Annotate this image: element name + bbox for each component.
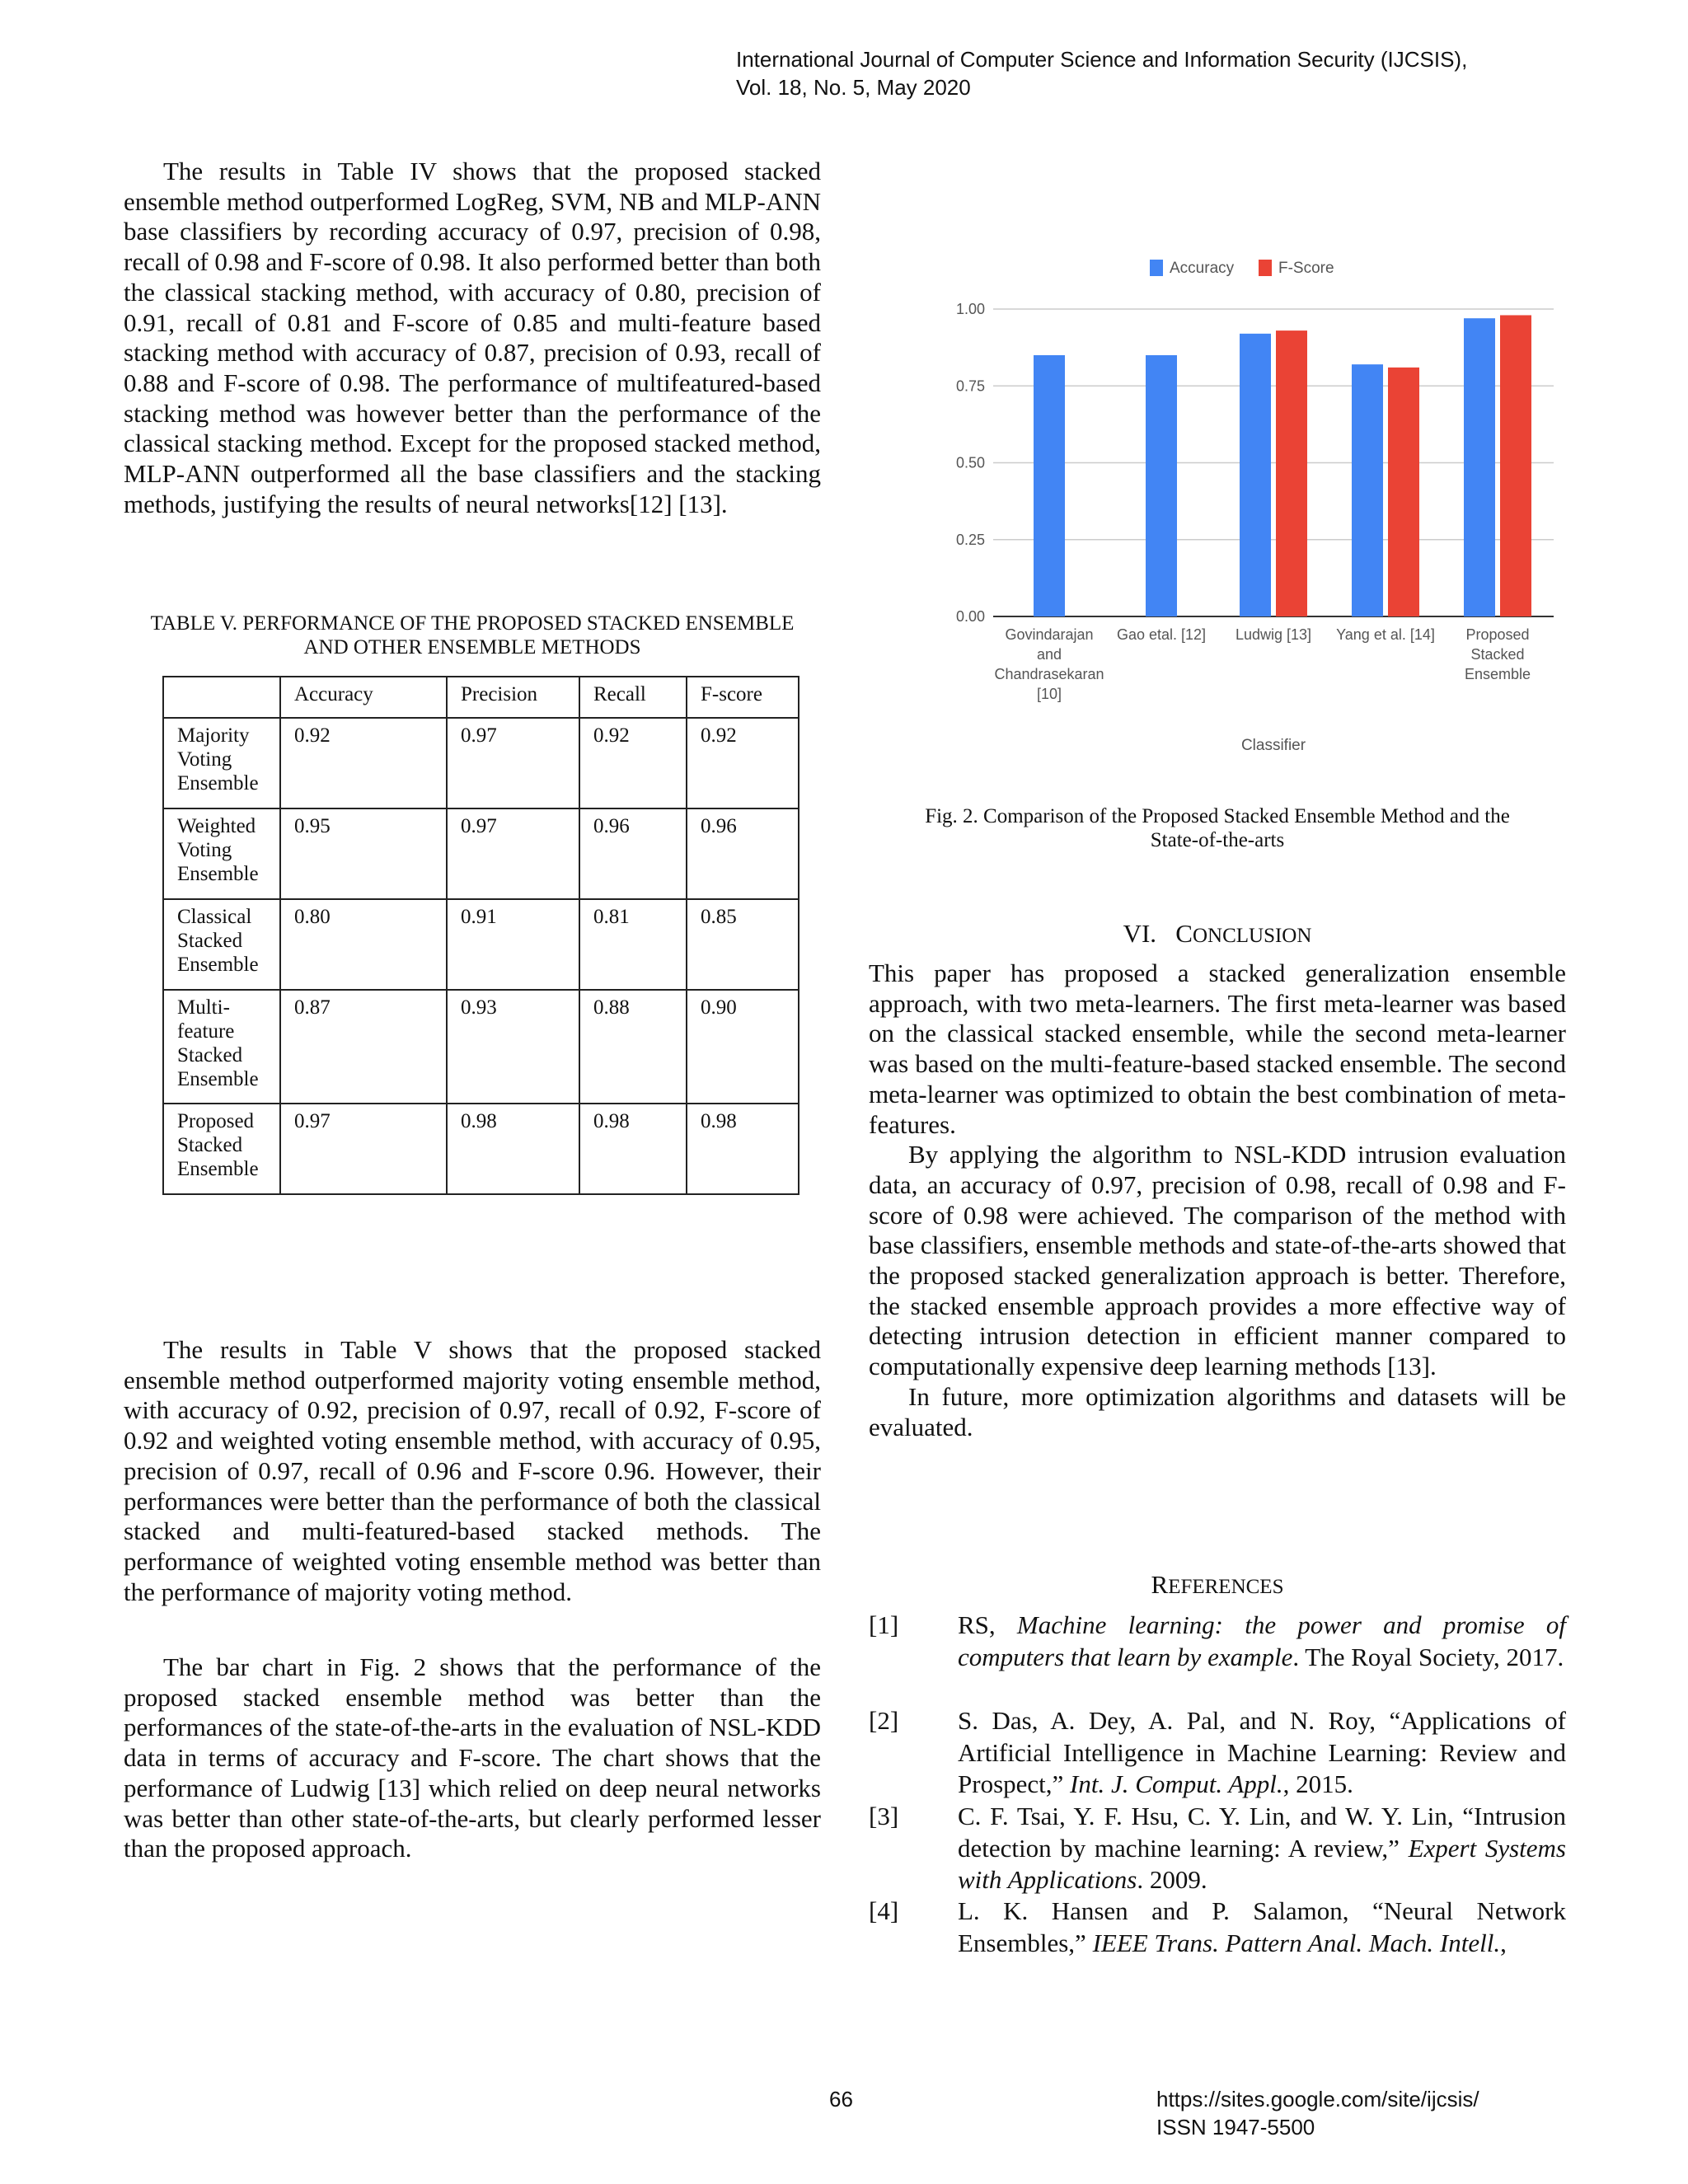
table-cell: 0.97 bbox=[447, 808, 579, 899]
left-paragraph-2: The results in Table V shows that the proposed stacked ensemble method outperformed majority voting ensemble method, with accuracy of 0.92, precision of 0.97, recall of 0.92, F-score of 0.92 and weighted voting ensemble method, with accuracy of 0.95, precision of 0.97, recall of 0.96 and F-score 0.96. However, their performances were better than the performance of both the classical stacked and multi-featured-based stacked methods. The performance of weighted voting ensemble method was better than the performance of majority voting method. bbox=[124, 1335, 821, 1606]
footer-issn: ISSN 1947-5500 bbox=[1156, 2115, 1315, 2139]
figure-caption-line-1: Fig. 2. Comparison of the Proposed Stacked Ensemble Method and the bbox=[925, 805, 1510, 827]
y-tick-label: 0.25 bbox=[955, 531, 985, 548]
reference-item: [1] RS, Machine learning: the power and promise of computers that learn by example. The Royal Society, 2017. bbox=[869, 1610, 1566, 1671]
y-tick-label: 0.00 bbox=[955, 608, 985, 625]
bar-f-score bbox=[1276, 330, 1307, 616]
row-label: Majority Voting Ensemble bbox=[163, 718, 280, 808]
table-cell: 0.85 bbox=[687, 899, 799, 990]
bar-f-score bbox=[1500, 315, 1531, 616]
journal-volume: Vol. 18, No. 5, May 2020 bbox=[736, 75, 971, 100]
table-row bbox=[163, 1104, 799, 1194]
table-cell: 0.98 bbox=[687, 1104, 799, 1194]
bar-chart bbox=[890, 247, 1566, 775]
table-row bbox=[163, 718, 799, 808]
footer-info bbox=[1156, 2085, 1479, 2141]
y-tick-label: 0.75 bbox=[955, 377, 985, 395]
table-cell: 0.81 bbox=[579, 899, 687, 990]
table-header-cell: Recall bbox=[579, 677, 687, 718]
reference-number: [3] bbox=[869, 1802, 899, 1830]
table-caption bbox=[124, 612, 821, 659]
reference-item: [2] S. Das, A. Dey, A. Pal, and N. Roy, “Applications of Artificial Intelligence in Machine Learning: Review and Prospect,” Int. J. Comput. Appl., 2015. bbox=[869, 1706, 1566, 1798]
x-tick-label: Stacked bbox=[1470, 646, 1525, 663]
x-tick-label: Ensemble bbox=[1464, 666, 1531, 682]
left-paragraph-1-block bbox=[124, 157, 821, 519]
reference-number: [2] bbox=[869, 1706, 899, 1735]
table-cell: 0.87 bbox=[280, 990, 447, 1104]
table-cell: 0.97 bbox=[280, 1104, 447, 1194]
journal-header bbox=[736, 45, 1467, 101]
left-paragraph-3-block bbox=[124, 1652, 821, 1864]
reference-item: [4] L. K. Hansen and P. Salamon, “Neural Network Ensembles,” IEEE Trans. Pattern Anal. Mach. Intell., bbox=[869, 1896, 1566, 1957]
bar-f-score bbox=[1388, 368, 1419, 616]
x-tick-label: Govindarajan bbox=[1005, 626, 1094, 643]
bar-accuracy bbox=[1240, 334, 1271, 616]
table-cell: 0.92 bbox=[280, 718, 447, 808]
conclusion-paragraph-2: By applying the algorithm to NSL-KDD intrusion evaluation data, an accuracy of 0.97, precision of 0.98, recall of 0.98 and F-score of 0.98 were achieved. The comparison of the method with base classifiers, ensemble methods and state-of-the-arts showed that the proposed stacked generalization approach is better. Therefore, the stacked ensemble approach provides a more effective way of detecting intrusion detection in efficient manner compared to computationally expensive deep learning methods [13]. bbox=[869, 1140, 1566, 1381]
table-cell: 0.96 bbox=[579, 808, 687, 899]
references-heading: REFERENCES bbox=[1151, 1570, 1284, 1599]
reference-number: [4] bbox=[869, 1896, 899, 1925]
conclusion-paragraph-1: This paper has proposed a stacked generalization ensemble approach, with two meta-learners. The first meta-learner was based on the classical stacked ensemble, while the second meta-learner was based on the multi-feature-based stacked ensemble. The second meta-learner was optimized to obtain the best combination of meta-features. bbox=[869, 958, 1566, 1139]
journal-title: International Journal of Computer Science and Information Security (IJCSIS), bbox=[736, 47, 1468, 72]
row-label: Weighted Voting Ensemble bbox=[163, 808, 280, 899]
table-cell: 0.92 bbox=[579, 718, 687, 808]
y-tick-label: 1.00 bbox=[955, 301, 985, 317]
table-header-cell: Accuracy bbox=[280, 677, 447, 718]
x-tick-label: Yang et al. [14] bbox=[1336, 626, 1435, 643]
bar-accuracy bbox=[1464, 318, 1495, 616]
x-axis-title: Classifier bbox=[1240, 737, 1306, 754]
left-paragraph-3: The bar chart in Fig. 2 shows that the performance of the proposed stacked ensemble method was better than the performances of the state-of-the-arts in the evaluation of NSL-KDD data in terms of accuracy and F-score. The chart shows that the performance of Ludwig [13] which relied on deep neural networks was better than other state-of-the-arts, but clearly performed lesser than the proposed approach. bbox=[124, 1652, 821, 1863]
table-cell: 0.93 bbox=[447, 990, 579, 1104]
row-label: Proposed Stacked Ensemble bbox=[163, 1104, 280, 1194]
reference-number: [1] bbox=[869, 1610, 899, 1639]
table-caption-line-1: TABLE V. PERFORMANCE OF THE PROPOSED STACKED ENSEMBLE bbox=[150, 612, 795, 635]
row-label: Classical Stacked Ensemble bbox=[163, 899, 280, 990]
table-cell: 0.91 bbox=[447, 899, 579, 990]
table-cell: 0.97 bbox=[447, 718, 579, 808]
conclusion-paragraph-3: In future, more optimization algorithms and datasets will be evaluated. bbox=[869, 1381, 1566, 1441]
table-cell: 0.92 bbox=[687, 718, 799, 808]
page-number: 66 bbox=[829, 2087, 853, 2111]
left-paragraph-1: The results in Table IV shows that the proposed stacked ensemble method outperformed LogReg, SVM, NB and MLP-ANN base classifiers by recording accuracy of 0.97, precision of 0.98, recall of 0.98 and F-score of 0.98. It also performed better than both the classical stacking method, with accuracy of 0.80, precision of 0.91, recall of 0.81 and F-score of 0.85 and multi-feature based stacking method with accuracy of 0.87, precision of 0.93, recall of 0.88 and F-score of 0.98. The performance of multifeatured-based stacking method was however better than the performance of the classical stacking method. Except for the proposed stacked method, MLP-ANN outperformed all the base classifiers and the stacking methods, justifying the results of neural networks[12] [13]. bbox=[124, 157, 821, 518]
row-label: Multi- feature Stacked Ensemble bbox=[163, 990, 280, 1104]
table-cell: 0.98 bbox=[447, 1104, 579, 1194]
table-cell: 0.95 bbox=[280, 808, 447, 899]
x-tick-label: Chandrasekaran bbox=[994, 666, 1104, 682]
table-row bbox=[163, 990, 799, 1104]
table-row bbox=[163, 808, 799, 899]
legend-swatch bbox=[1259, 260, 1272, 276]
table-cell: 0.96 bbox=[687, 808, 799, 899]
left-paragraph-2-block bbox=[124, 1335, 821, 1607]
table-row bbox=[163, 899, 799, 990]
conclusion-block bbox=[869, 958, 1566, 1442]
legend-label: F-Score bbox=[1278, 260, 1334, 277]
figure-caption bbox=[869, 804, 1566, 852]
x-tick-label: [10] bbox=[1036, 686, 1062, 702]
section-number: VI. bbox=[1123, 919, 1157, 948]
table-caption-line-2: AND OTHER ENSEMBLE METHODS bbox=[303, 636, 641, 658]
table-cell: 0.88 bbox=[579, 990, 687, 1104]
table-cell: 0.80 bbox=[280, 899, 447, 990]
x-tick-label: Gao etal. [12] bbox=[1116, 626, 1207, 643]
footer-url: https://sites.google.com/site/ijcsis/ bbox=[1156, 2087, 1479, 2111]
table-header-cell bbox=[163, 677, 280, 718]
bar-accuracy bbox=[1146, 355, 1177, 616]
table-header-cell: F-score bbox=[687, 677, 799, 718]
x-tick-label: and bbox=[1036, 646, 1062, 663]
figure-caption-line-2: State-of-the-arts bbox=[1150, 829, 1285, 851]
legend-swatch bbox=[1150, 260, 1163, 276]
y-tick-label: 0.50 bbox=[955, 454, 985, 471]
table-header-cell: Precision bbox=[447, 677, 579, 718]
table-v bbox=[162, 676, 799, 1195]
reference-item: [3] C. F. Tsai, Y. F. Hsu, C. Y. Lin, and W. Y. Lin, “Intrusion detection by machine learning: A review,” Expert Systems with Applications. 2009. bbox=[869, 1802, 1566, 1894]
bar-accuracy bbox=[1352, 364, 1383, 616]
table-header-row bbox=[163, 677, 799, 718]
table-cell: 0.90 bbox=[687, 990, 799, 1104]
table-cell: 0.98 bbox=[579, 1104, 687, 1194]
x-tick-label: Ludwig [13] bbox=[1235, 626, 1312, 643]
section-heading-conclusion: VI. CONCLUSION bbox=[1123, 919, 1312, 948]
bar-accuracy bbox=[1034, 355, 1065, 616]
legend-label: Accuracy bbox=[1170, 260, 1235, 277]
x-tick-label: Proposed bbox=[1465, 626, 1530, 643]
